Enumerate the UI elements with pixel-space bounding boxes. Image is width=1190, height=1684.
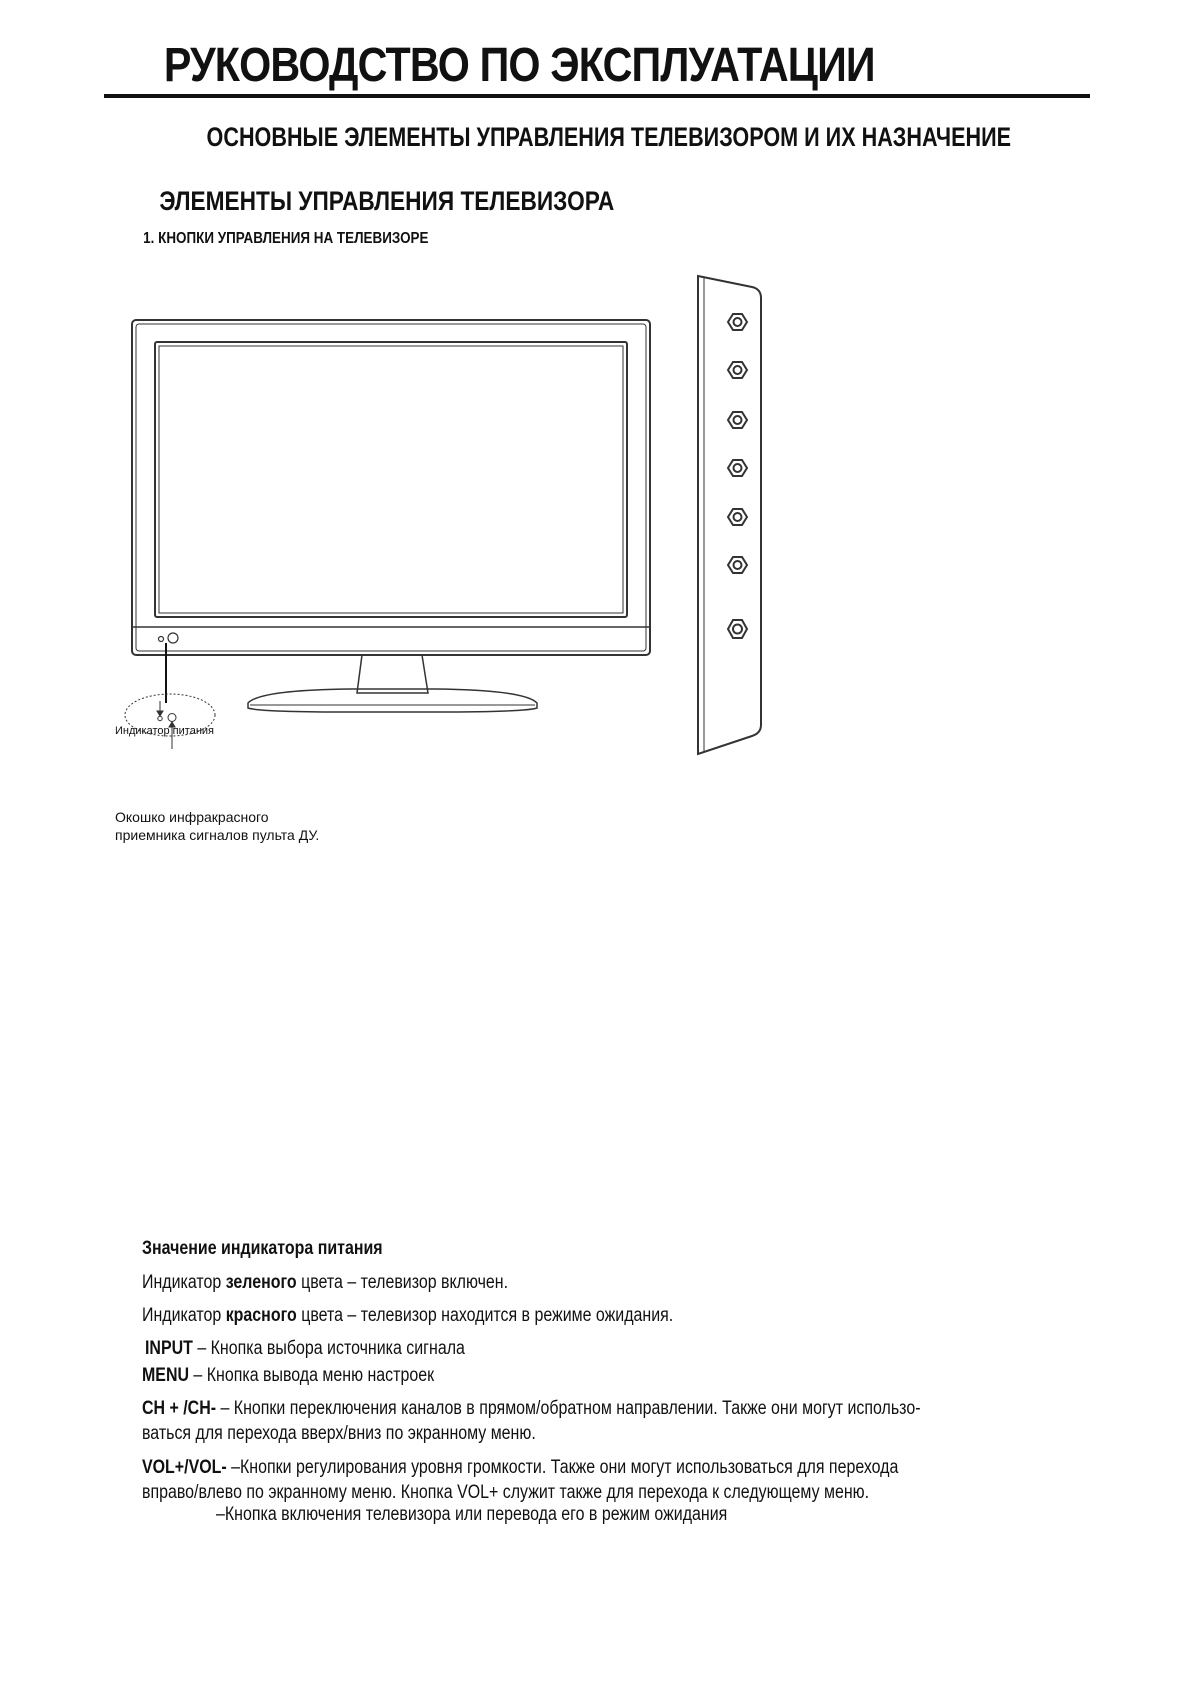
legend-heading: Значение индикатора питания xyxy=(142,1238,383,1259)
green-color-word: зеленого xyxy=(225,1272,297,1293)
legend-channel-buttons xyxy=(142,1398,921,1420)
ir-window-label-line2: приемника сигналов пульта ДУ. xyxy=(115,827,320,843)
tv-stand-neck xyxy=(357,655,428,693)
red-color-word: красного xyxy=(225,1305,297,1326)
menu-desc: – Кнопка вывода меню настроек xyxy=(189,1365,435,1386)
side-button-2 xyxy=(728,362,747,378)
side-power-button xyxy=(728,620,747,638)
ch-key: CH + /CH- xyxy=(142,1398,217,1419)
green-suffix: цвета – телевизор включен. xyxy=(296,1272,509,1293)
menu-key: MENU xyxy=(142,1365,190,1386)
power-indicator-led xyxy=(159,637,164,642)
ir-receiver-window xyxy=(168,633,178,643)
legend-volume-buttons-cont: вправо/влево по экранному меню. Кнопка VOL+ служит также для перехода к следующему меню. xyxy=(142,1482,870,1503)
ir-window-label xyxy=(115,808,319,844)
legend-input-button xyxy=(145,1338,465,1360)
legend-green-indicator xyxy=(142,1272,508,1294)
side-button-6 xyxy=(728,557,747,573)
ir-window-label-line1: Окошко инфракрасного xyxy=(115,809,269,825)
tv-controls-diagram xyxy=(100,265,800,865)
buttons-on-tv-title: 1. КНОПКИ УПРАВЛЕНИЯ НА ТЕЛЕВИЗОРЕ xyxy=(143,230,429,247)
tv-side-view xyxy=(698,276,761,754)
red-suffix: цвета – телевизор находится в режиме ожидания. xyxy=(296,1305,674,1326)
input-desc: – Кнопка выбора источника сигнала xyxy=(192,1338,465,1359)
tv-front-view xyxy=(132,320,650,712)
legend-power-button: –Кнопка включения телевизора или перевода его в режим ожидания xyxy=(216,1504,728,1525)
subsection-title: ЭЛЕМЕНТЫ УПРАВЛЕНИЯ ТЕЛЕВИЗОРА xyxy=(159,186,615,216)
title-underline xyxy=(104,94,1090,98)
legend-channel-buttons-cont: ваться для перехода вверх/вниз по экранному меню. xyxy=(142,1423,536,1444)
page-title: РУКОВОДСТВО ПО ЭКСПЛУАТАЦИИ xyxy=(163,39,875,92)
vol-desc-line1: –Кнопки регулирования уровня громкости. Также они могут использоваться для перехода xyxy=(226,1457,899,1478)
legend-menu-button xyxy=(142,1365,434,1387)
side-button-3 xyxy=(728,412,747,428)
power-indicator-label: Индикатор питания xyxy=(115,725,214,737)
legend-volume-buttons xyxy=(142,1457,898,1479)
side-button-5 xyxy=(728,509,747,525)
side-button-4 xyxy=(728,460,747,476)
vol-key: VOL+/VOL- xyxy=(142,1457,227,1478)
ch-desc-line1: – Кнопки переключения каналов в прямом/обратном направлении. Также они могут использо- xyxy=(216,1398,921,1419)
red-prefix: Индикатор xyxy=(142,1305,226,1326)
input-key: INPUT xyxy=(145,1338,193,1359)
legend-red-indicator xyxy=(142,1305,673,1327)
indicator-detail-callout xyxy=(125,694,215,749)
green-prefix: Индикатор xyxy=(142,1272,226,1293)
side-button-1 xyxy=(728,314,747,330)
section-title: ОСНОВНЫЕ ЭЛЕМЕНТЫ УПРАВЛЕНИЯ ТЕЛЕВИЗОРОМ И ИХ НАЗНАЧЕНИЕ xyxy=(206,122,1012,152)
